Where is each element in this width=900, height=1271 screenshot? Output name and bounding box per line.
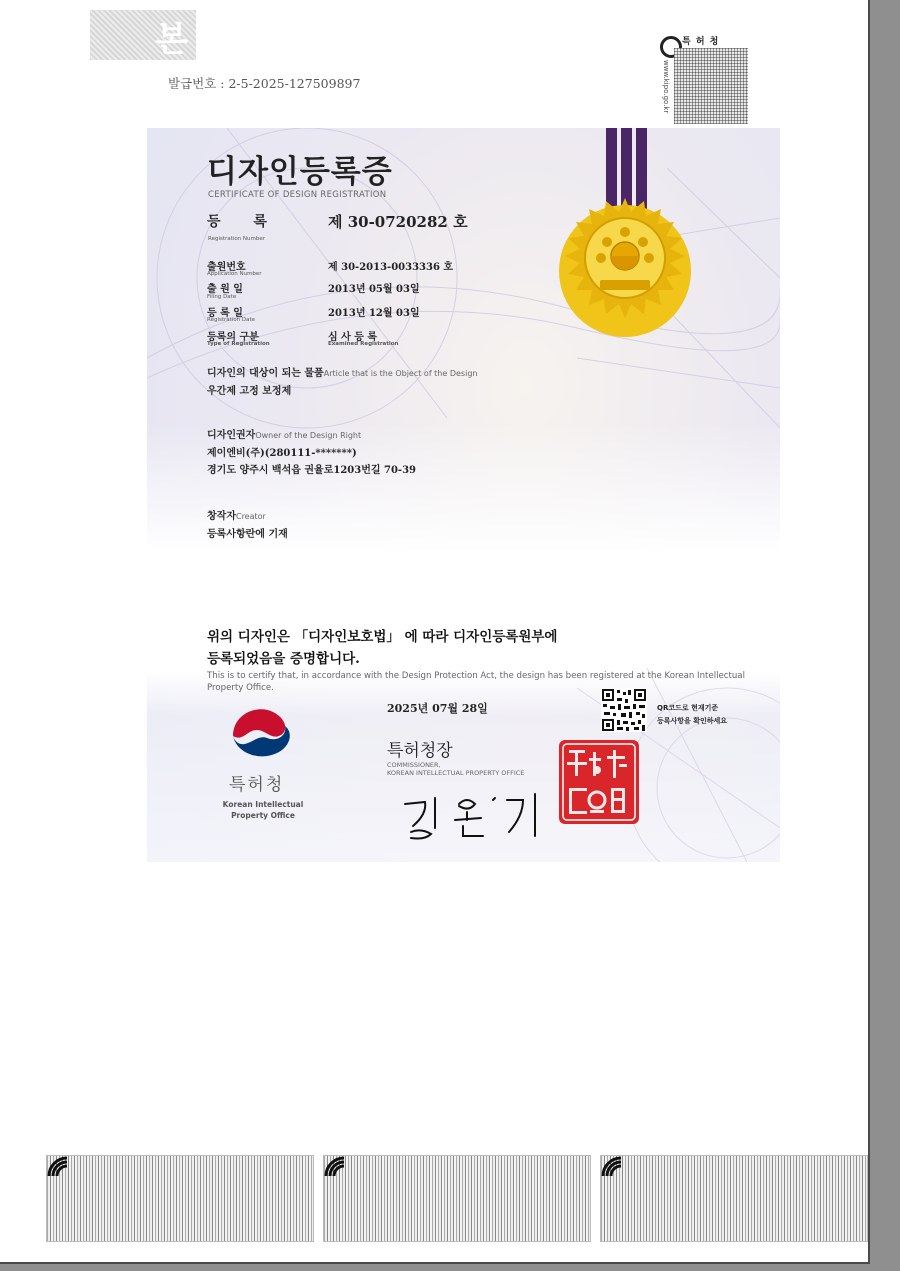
certification-statement [207, 626, 557, 670]
bottom-barcode [600, 1155, 868, 1242]
owner-section [207, 426, 361, 441]
qr-code-icon [601, 688, 647, 732]
corner-mark-icon [324, 1156, 352, 1178]
official-stamp-icon [557, 738, 641, 826]
registration-date: 2013년 12월 03일 [328, 308, 420, 319]
signature [397, 790, 557, 842]
owner-address: 경기도 양주시 백석읍 권율로1203번길 70-39 [207, 465, 416, 476]
corner-mark-icon [47, 1156, 75, 1178]
copy-mark-text: 본 [155, 20, 188, 60]
field-label-en: Application Number [207, 271, 262, 277]
creator-label-en: Creator [235, 512, 266, 521]
article-label-en: Article that is the Object of the Design [323, 369, 478, 378]
owner-name: 제이엔비(주)(280111-*******) [207, 448, 357, 459]
certificate [147, 128, 780, 862]
owner-label-en: Owner of the Design Right [255, 431, 362, 440]
field-label: 출원번호 [207, 262, 246, 273]
commissioner-en-line-1: COMMISSIONER, [387, 761, 441, 769]
office-name-en-line-1: Korean Intellectual [222, 800, 304, 809]
certificate-title: 디자인등록증 [207, 154, 393, 190]
owner-label: 디자인권자 [207, 430, 256, 441]
top-verification-code [660, 36, 750, 126]
office-name-ko: 특허청 [229, 775, 285, 795]
field-label: 등록의 구분 [207, 332, 259, 343]
certification-statement-en: This is to certify that, in accordance with the Design Protection Act, the design has been registered at the Korean Intellectual Property Office. [207, 671, 745, 693]
commissioner-title-en [387, 761, 524, 777]
office-name-en [213, 799, 313, 821]
article-section [207, 364, 477, 379]
commissioner-title-ko: 특허청장 [387, 741, 453, 761]
field-label: 등 록 일 [207, 308, 243, 319]
qr-note [657, 702, 727, 728]
registration-label-en: Registration Number [208, 236, 266, 242]
registration-label: 등 록 [207, 214, 281, 230]
article-label: 디자인의 대상이 되는 물품 [207, 368, 324, 379]
filing-date: 2013년 05월 03일 [328, 284, 420, 295]
bottom-barcode [323, 1155, 591, 1242]
corner-mark-icon [601, 1156, 629, 1178]
article-value: 우간제 고정 보정제 [207, 386, 292, 397]
commissioner-en-line-2: KOREAN INTELLECTUAL PROPERTY OFFICE [387, 769, 525, 777]
gold-seal-icon [552, 198, 698, 344]
top-code-side-text: www.kipo.go.kr [662, 60, 670, 114]
registration-number: 제 30-0720282 호 [328, 213, 468, 231]
taeguk-logo-icon [227, 702, 299, 762]
field-label-en: Filing Date [207, 294, 237, 300]
creator-label: 창작자 [207, 511, 236, 522]
registration-type-en: Examined Registration [328, 341, 399, 347]
issue-date: 2025년 07월 28일 [387, 702, 488, 715]
qr-note-line-1: QR코드로 현재기준 [657, 704, 719, 712]
copy-watermark [90, 10, 196, 60]
qr-note-line-2: 등록사항을 확인하세요 [657, 717, 728, 725]
top-code-label: 특 허 청 [682, 37, 720, 47]
field-label-en: Registration Date [207, 317, 256, 323]
issue-number: 발급번호 : 2-5-2025-127509897 [168, 76, 361, 91]
registration-type: 심 사 등 록 [328, 332, 378, 343]
statement-line-2: 등록되었음을 증명합니다. [207, 651, 360, 667]
office-name-en-line-2: Property Office [231, 811, 295, 820]
creator-value: 등록사항란에 기재 [207, 529, 288, 540]
barcode-pattern [674, 48, 748, 124]
field-label: 출 원 일 [207, 284, 243, 295]
bottom-barcode [46, 1155, 314, 1242]
application-number: 제 30-2013-0033336 호 [328, 262, 454, 273]
certificate-subtitle: CERTIFICATE OF DESIGN REGISTRATION [208, 190, 387, 200]
creator-section [207, 507, 266, 522]
statement-line-1: 위의 디자인은 「디자인보호법」 에 따라 디자인등록원부에 [207, 629, 558, 645]
field-label-en: Type of Registration [207, 341, 270, 347]
